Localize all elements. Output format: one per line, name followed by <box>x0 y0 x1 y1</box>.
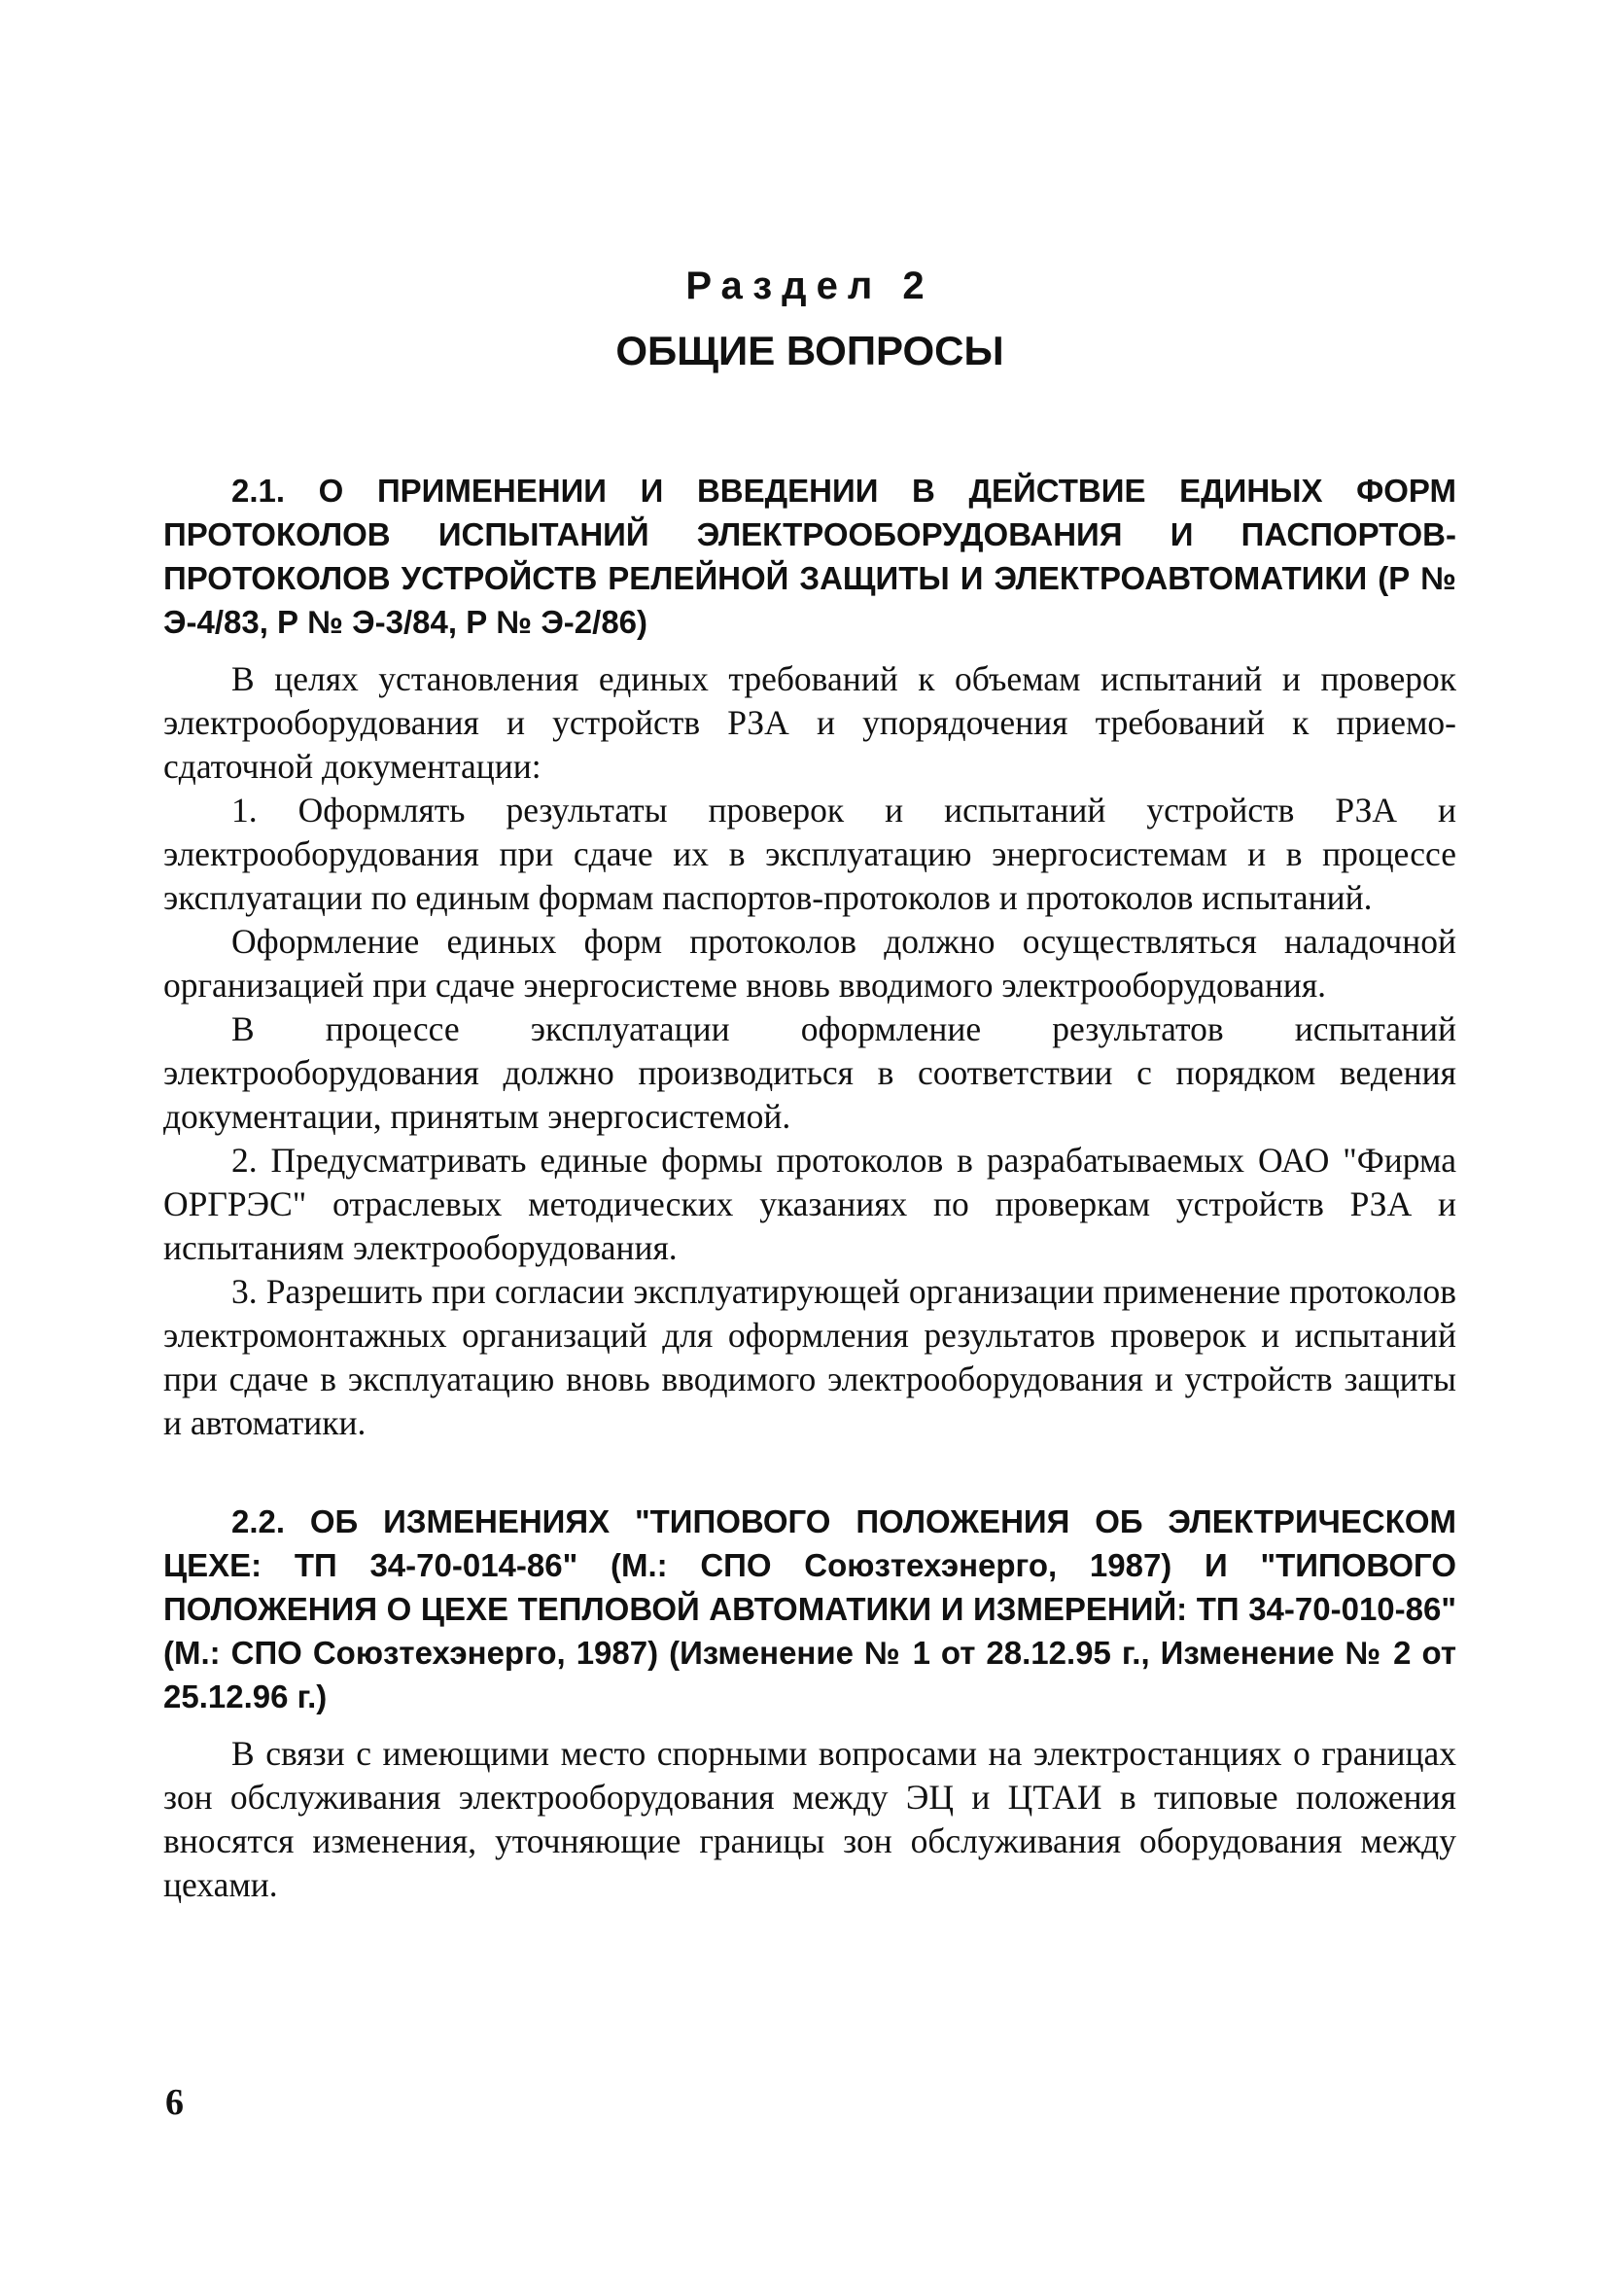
article-2-1-paragraph: 1. Оформлять результаты проверок и испытаний устройств РЗА и электрооборудования при сдаче их в эксплуатацию энергосистемам и в процессе эксплуатации по единым формам паспортов-протоколов и протоколов испытаний. <box>163 791 1456 918</box>
section-subtitle: ОБЩИЕ ВОПРОСЫ <box>615 328 1004 373</box>
article-2-2-heading: 2.2. ОБ ИЗМЕНЕНИЯХ "ТИПОВОГО ПОЛОЖЕНИЯ ОБ ЭЛЕКТРИЧЕСКОМ ЦЕХЕ: ТП 34-70-014-86" (М.: СПО Союзтехэнерго, 1987) И "ТИПОВОГО ПОЛОЖЕНИЯ О ЦЕХЕ ТЕПЛОВОЙ АВТОМАТИКИ И ИЗМЕРЕНИЙ: ТП 34-70-010-86" (М.: СПО Союзтехэнерго, 1987) (Изменение № 1 от 28.12.95 г., Изменение № 2 от 25.12.96 г.) <box>163 1503 1456 1715</box>
section-title: Раздел 2 <box>685 265 934 307</box>
article-2-1-paragraph: В процессе эксплуатации оформление результатов испытаний электрооборудования должно производиться в соответствии с порядком ведения документации, принятым энергосистемой. <box>163 1009 1456 1137</box>
page-number: 6 <box>165 2082 184 2123</box>
article-2-1-paragraph: 3. Разрешить при согласии эксплуатирующей организации применение протоколов электромонтажных организаций для оформления результатов проверок и испытаний при сдаче в эксплуатацию вновь вводимого электрооборудования и устройств защиты и автоматики. <box>163 1272 1456 1443</box>
article-2-1-paragraph: Оформление единых форм протоколов должно осуществляться наладочной организацией при сдаче энергосистеме вновь вводимого электрооборудования. <box>163 922 1456 1006</box>
article-2-1-heading: 2.1. О ПРИМЕНЕНИИ И ВВЕДЕНИИ В ДЕЙСТВИЕ ЕДИНЫХ ФОРМ ПРОТОКОЛОВ ИСПЫТАНИЙ ЭЛЕКТРООБОРУДОВАНИЯ И ПАСПОРТОВ-ПРОТОКОЛОВ УСТРОЙСТВ РЕЛЕЙНОЙ ЗАЩИТЫ И ЭЛЕКТРОАВТОМАТИКИ (Р № Э-4/83, Р № Э-3/84, Р № Э-2/86) <box>163 473 1456 641</box>
article-2-1-paragraph: В целях установления единых требований к объемам испытаний и проверок электрооборудования и устройств РЗА и упорядочения требований к приемо-сдаточной документации: <box>163 659 1456 787</box>
article-2-1-paragraph: 2. Предусматривать единые формы протоколов в разрабатываемых ОАО "Фирма ОРГРЭС" отраслевых методических указаниях по проверкам устройств РЗА и испытаниям электрооборудования. <box>163 1141 1456 1268</box>
document-page <box>163 263 1456 1907</box>
article-2-2-paragraph: В связи с имеющими место спорными вопросами на электростанциях о границах зон обслуживания электрооборудования между ЭЦ и ЦТАИ в типовые положения вносятся изменения, уточняющие границы зон обслуживания оборудования между цехами. <box>163 1734 1456 1905</box>
